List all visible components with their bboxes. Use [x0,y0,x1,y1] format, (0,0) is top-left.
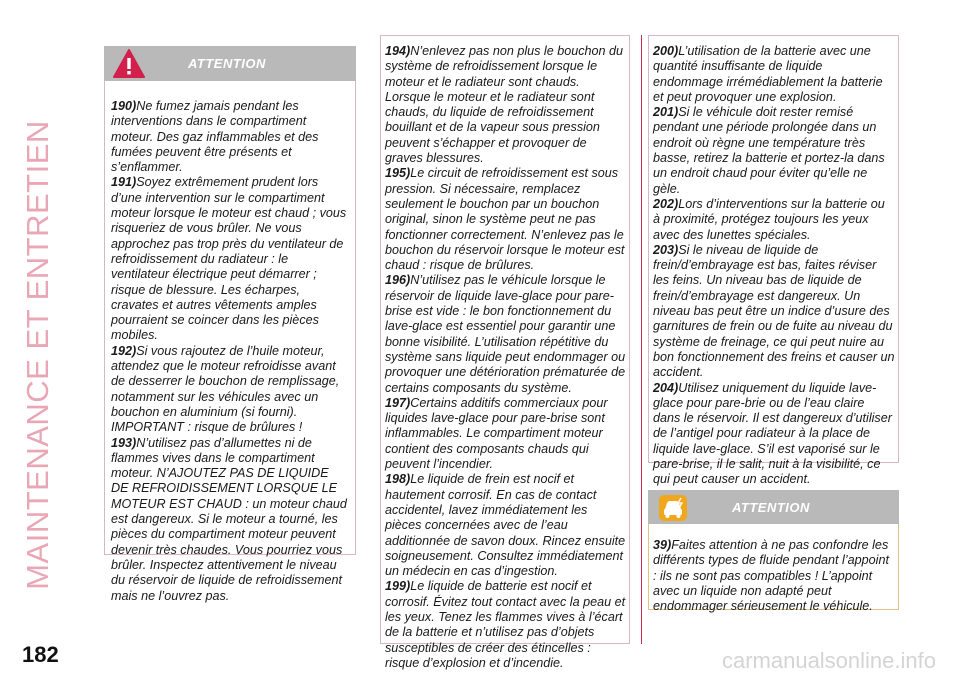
section-side-title: MAINTENANCE ET ENTRETIEN [20,120,55,590]
item-text: Si le niveau de liquide de frein/d’embrayage est bas, faites réviser les feins. Un niveau bas de liquide de frein/d’embrayage est dangereux. Un niveau bas peut être un indice d’usure des garnitures de frein ou de fuite au niveau du système de freinage, ce qui peut nuire au bon fonctionnement des freins et causer un accident. [653,242,895,380]
warning-body [648,524,899,614]
paragraph [385,166,626,273]
watermark: carmanualsonline.info [721,648,936,673]
paragraph [385,472,626,579]
warning-title: ATTENTION [732,500,810,515]
item-text: N’utilisez pas le véhicule lorsque le réservoir de liquide lave-glace pour pare-brise est vide : le bon fonctionnement du lave-glace est essentiel pour garantir une bonne visibilité. L’utilisation répétitive du système sans liquide peut endommager ou provoquer une détérioration prématurée de certains composants du système. [385,273,626,395]
page-number: 182 [22,642,59,667]
paragraph [653,105,895,197]
warning-title: ATTENTION [188,56,266,71]
item-text: Ne fumez jamais pendant les interventions dans le compartiment moteur. Des gaz inflammables et des fumées peuvent être présents et s’enflammer. [111,99,319,175]
paragraph [653,381,895,488]
right-column [648,35,899,487]
item-number: 204) [653,380,679,395]
item-text: Le liquide de frein est nocif et hautement corrosif. En cas de contact accidentel, lavez immédiatement les pièces concernées avec de l’eau additionnée de savon doux. Rincez ensuite soigneusement. Consultez immédiatement un médecin en cas d’ingestion. [385,472,626,579]
column-divider [641,35,642,644]
item-number: 195) [385,166,411,181]
item-text: Certains additifs commerciaux pour liquides lave-glace pour pare-brise sont inflammables. Le compartiment moteur contient des composants chauds qui peuvent l’incendier. [385,395,608,472]
item-number: 200) [653,44,679,58]
warning-header [104,46,356,81]
warning-body [104,81,356,603]
item-number: 197) [385,395,411,410]
item-text: Soyez extrêmement prudent lors d’une intervention sur le compartiment moteur lorsque le moteur est chaud ; vous risqueriez de vous brûler. Ne vous approchez pas trop près du ventilateur de refroidissement du radiateur : le ventilateur électrique peut démarrer ; risque de blessure. Les écharpes, cravates et autres vêtements amples pourraient se coincer dans les pièces mobiles. [111,175,347,343]
item-text: Utilisez uniquement du liquide lave-glace pour pare-brie ou de l’eau claire dans le réservoir. Il est dangereux d’utiliser de l’antigel pour radiateur à la place de liquide lave-glace. S’il est vaporisé sur le pare-brise, il le salit, nuit à la visibilité, ce qui peut causer un accident. [653,380,892,487]
item-number: 201) [653,105,679,120]
item-text: L’utilisation de la batterie avec une quantité insuffisante de liquide endommage irrémédiablement la batterie et peut provoquer une explosion. [653,44,883,104]
item-text: N’enlevez pas non plus le bouchon du système de refroidissement lorsque le moteur et le radiateur sont chauds. Lorsque le moteur et le radiateur sont chauds, du liquide de refroidissement bouillant et de la vapeur sous pression peuvent s’échapper et provoquer de graves blessures. [385,44,624,166]
car-damage-icon [656,492,690,524]
middle-column [380,35,630,670]
paragraph [385,579,626,671]
paragraph [385,273,626,395]
item-number: 192) [111,343,137,358]
item-number: 198) [385,472,411,487]
paragraph [653,538,894,614]
item-number: 194) [385,44,411,58]
item-number: 191) [111,175,137,190]
item-text: Le liquide de batterie est nocif et corrosif. Évitez tout contact avec la peau et les yeux. Tenez les flammes vives à l’écart de la batterie et n’utilisez pas d’objets susceptibles de créer des étincelles : risque d’explosion et d’incendie. [385,579,626,670]
warning-box-engine [104,46,356,603]
item-number: 196) [385,273,411,288]
item-number: 202) [653,196,679,211]
warning-box-fluids [648,490,899,614]
item-text: Lors d’interventions sur la batterie ou à proximité, protégez toujours les yeux avec des lunettes spéciales. [653,196,885,242]
paragraph [653,197,895,243]
paragraph [385,44,626,166]
item-text: Si vous rajoutez de l’huile moteur, attendez que le moteur refroidisse avant de desserrer le bouchon de remplissage, notamment sur les véhicules avec un bouchon en aluminium (si fourni). IMPORTANT : risque de brûlures ! [111,343,340,435]
paragraph [653,44,895,105]
paragraph [111,175,349,343]
item-text: Le circuit de refroidissement est sous pression. Si nécessaire, remplacez seulement le bouchon par un bouchon original, sinon le système peut ne pas fonctionner correctement. N’enlevez pas le bouchon du réservoir lorsque le moteur est chaud : risque de brûlures. [385,166,625,273]
paragraph [111,436,349,604]
item-number: 190) [111,99,137,113]
item-number: 203) [653,242,679,257]
item-text: Faites attention à ne pas confondre les différents types de fluide pendant l’appoint : ils ne sont pas compatibles ! L’appoint avec un liquide non adapté peut endommager sérieusement le véhicule. [653,538,889,614]
item-number: 39) [653,538,672,552]
paragraph [653,243,895,381]
warning-triangle-icon [112,48,146,80]
item-number: 193) [111,435,137,450]
paragraph [111,99,349,175]
paragraph [385,396,626,472]
item-text: N’utilisez pas d’allumettes ni de flammes vives dans le compartiment moteur. N’AJOUTEZ PAS DE LIQUIDE DE REFROIDISSEMENT LORSQUE LE MOTEUR EST CHAUD : un moteur chaud est dangereux. Si le moteur a tourné, les pièces du compartiment moteur peuvent devenir très chaudes. Vous pourriez vous brûler. Inspectez attentivement le niveau du réservoir de liquide de refroidissement mais ne l’ouvrez pas. [111,435,347,603]
warning-header [648,490,899,524]
item-text: Si le véhicule doit rester remisé pendant une période prolongée dans un endroit où règne une température très basse, retirez la batterie et portez-la dans un endroit chaud pour éviter qu’elle ne gèle. [653,105,885,196]
paragraph [111,344,349,436]
item-number: 199) [385,579,411,594]
